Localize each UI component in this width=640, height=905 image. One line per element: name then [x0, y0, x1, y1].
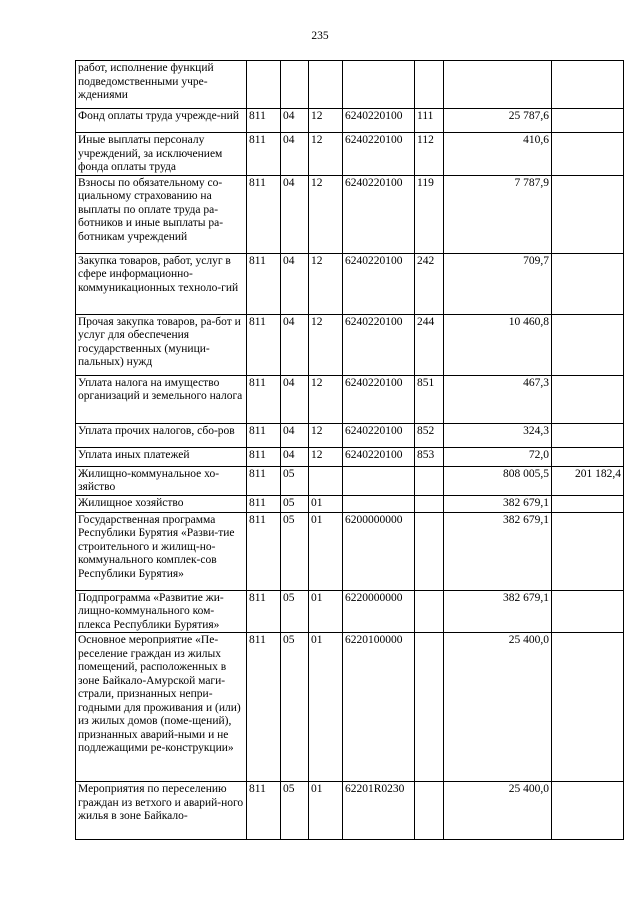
- cell-subsection: 12: [309, 447, 343, 466]
- cell-type: [415, 495, 444, 512]
- cell-sum2: [552, 109, 624, 133]
- table-row: [76, 633, 624, 782]
- cell-subsection: 12: [309, 175, 343, 253]
- table-row: [76, 466, 624, 495]
- cell-sum1: 7 787,9: [444, 175, 552, 253]
- cell-subsection: 12: [309, 133, 343, 176]
- cell-name: Мероприятия по переселению граждан из ветхого и аварий-ного жилья в зоне Байкало-: [76, 782, 247, 840]
- table-row: [76, 61, 624, 109]
- table-row: [76, 495, 624, 512]
- cell-name: Уплата иных платежей: [76, 447, 247, 466]
- cell-admin: 811: [247, 375, 281, 423]
- table-row: [76, 512, 624, 590]
- cell-name: Уплата прочих налогов, сбо-ров: [76, 423, 247, 447]
- cell-admin: 811: [247, 133, 281, 176]
- table-row: [76, 375, 624, 423]
- table-row: [76, 423, 624, 447]
- cell-type: 852: [415, 423, 444, 447]
- cell-type: [415, 512, 444, 590]
- cell-sum2: [552, 633, 624, 782]
- cell-subsection: 01: [309, 782, 343, 840]
- cell-section: 04: [281, 109, 309, 133]
- cell-target: 6200000000: [343, 512, 415, 590]
- cell-target: [343, 495, 415, 512]
- cell-sum2: [552, 175, 624, 253]
- cell-subsection: 01: [309, 512, 343, 590]
- table-row: [76, 175, 624, 253]
- table-row: [76, 133, 624, 176]
- cell-type: 244: [415, 314, 444, 375]
- cell-type: 851: [415, 375, 444, 423]
- budget-table: [75, 60, 624, 840]
- cell-sum2: [552, 782, 624, 840]
- cell-type: 853: [415, 447, 444, 466]
- cell-name: Иные выплаты персоналу учреждений, за исключением фонда оплаты труда: [76, 133, 247, 176]
- table-row: [76, 447, 624, 466]
- cell-type: [415, 590, 444, 633]
- cell-admin: 811: [247, 423, 281, 447]
- cell-type: 112: [415, 133, 444, 176]
- cell-section: 04: [281, 375, 309, 423]
- cell-subsection: 12: [309, 375, 343, 423]
- cell-admin: 811: [247, 175, 281, 253]
- cell-name: Уплата налога на имущество организаций и земельного налога: [76, 375, 247, 423]
- cell-subsection: [309, 466, 343, 495]
- cell-subsection: 12: [309, 253, 343, 314]
- cell-target: 6240220100: [343, 447, 415, 466]
- cell-section: 05: [281, 512, 309, 590]
- cell-type: [415, 466, 444, 495]
- cell-type: 242: [415, 253, 444, 314]
- cell-section: 04: [281, 447, 309, 466]
- cell-sum2: [552, 495, 624, 512]
- cell-target: [343, 61, 415, 109]
- cell-target: 6240220100: [343, 133, 415, 176]
- cell-subsection: 12: [309, 314, 343, 375]
- cell-name: Государственная программа Республики Бурятия «Разви-тие строительного и жилищ-но-коммунального комплек-сов Республики Бурятия»: [76, 512, 247, 590]
- cell-name: Жилищное хозяйство: [76, 495, 247, 512]
- table-row: [76, 253, 624, 314]
- cell-target: 6240220100: [343, 423, 415, 447]
- cell-target: 6220100000: [343, 633, 415, 782]
- cell-sum1: 382 679,1: [444, 495, 552, 512]
- cell-sum1: [444, 61, 552, 109]
- cell-type: 119: [415, 175, 444, 253]
- cell-sum1: 709,7: [444, 253, 552, 314]
- cell-admin: 811: [247, 495, 281, 512]
- cell-target: 62201R0230: [343, 782, 415, 840]
- cell-target: 6240220100: [343, 109, 415, 133]
- cell-sum2: [552, 512, 624, 590]
- cell-section: 04: [281, 314, 309, 375]
- cell-target: 6240220100: [343, 375, 415, 423]
- table-body: [76, 61, 624, 840]
- cell-admin: 811: [247, 590, 281, 633]
- page-number: 235: [311, 30, 329, 42]
- cell-target: [343, 466, 415, 495]
- cell-sum1: 10 460,8: [444, 314, 552, 375]
- cell-name: Взносы по обязательному со-циальному страхованию на выплаты по оплате труда ра-ботников и иные выплаты ра-ботникам учреждений: [76, 175, 247, 253]
- cell-target: 6220000000: [343, 590, 415, 633]
- cell-admin: [247, 61, 281, 109]
- cell-sum1: 72,0: [444, 447, 552, 466]
- cell-admin: 811: [247, 466, 281, 495]
- cell-name: Подпрограмма «Развитие жи-лищно-коммунального ком-плекса Республики Бурятия»: [76, 590, 247, 633]
- cell-name: Закупка товаров, работ, услуг в сфере информационно-коммуникационных техноло-гий: [76, 253, 247, 314]
- cell-sum2: [552, 447, 624, 466]
- cell-admin: 811: [247, 512, 281, 590]
- cell-sum1: 25 400,0: [444, 633, 552, 782]
- cell-admin: 811: [247, 109, 281, 133]
- cell-name: работ, исполнение функций подведомственными учре-ждениями: [76, 61, 247, 109]
- table-row: [76, 590, 624, 633]
- cell-section: 04: [281, 133, 309, 176]
- cell-section: 05: [281, 495, 309, 512]
- cell-target: 6240220100: [343, 253, 415, 314]
- cell-admin: 811: [247, 633, 281, 782]
- cell-section: 04: [281, 423, 309, 447]
- cell-admin: 811: [247, 447, 281, 466]
- cell-sum1: 25 400,0: [444, 782, 552, 840]
- cell-type: [415, 633, 444, 782]
- cell-admin: 811: [247, 253, 281, 314]
- cell-type: 111: [415, 109, 444, 133]
- cell-sum2: [552, 375, 624, 423]
- table-row: [76, 782, 624, 840]
- cell-sum1: 382 679,1: [444, 590, 552, 633]
- cell-subsection: 01: [309, 495, 343, 512]
- cell-subsection: 12: [309, 423, 343, 447]
- cell-sum1: 25 787,6: [444, 109, 552, 133]
- cell-sum2: [552, 423, 624, 447]
- cell-name: Жилищно-коммунальное хо-зяйство: [76, 466, 247, 495]
- cell-section: 05: [281, 590, 309, 633]
- cell-type: [415, 782, 444, 840]
- cell-section: 05: [281, 466, 309, 495]
- cell-sum2: [552, 253, 624, 314]
- cell-sum1: 808 005,5: [444, 466, 552, 495]
- cell-subsection: [309, 61, 343, 109]
- cell-admin: 811: [247, 782, 281, 840]
- cell-sum2: [552, 61, 624, 109]
- table-row: [76, 314, 624, 375]
- cell-target: 6240220100: [343, 175, 415, 253]
- cell-section: [281, 61, 309, 109]
- cell-admin: 811: [247, 314, 281, 375]
- cell-section: 04: [281, 175, 309, 253]
- cell-sum2: [552, 133, 624, 176]
- cell-name: Прочая закупка товаров, ра-бот и услуг для обеспечения государственных (муници-пальных) нужд: [76, 314, 247, 375]
- cell-section: 04: [281, 253, 309, 314]
- cell-name: Основное мероприятие «Пе-реселение граждан из жилых помещений, расположенных в зоне Байкало-Амурской маги-страли, признанных непри-годными для проживания и (или) из жилых домов (поме-щений), признанных аварий-ными и не подлежащими ре-конструкции»: [76, 633, 247, 782]
- cell-type: [415, 61, 444, 109]
- cell-subsection: 12: [309, 109, 343, 133]
- cell-sum1: 410,6: [444, 133, 552, 176]
- cell-name: Фонд оплаты труда учрежде-ний: [76, 109, 247, 133]
- cell-target: 6240220100: [343, 314, 415, 375]
- cell-sum2: 201 182,4: [552, 466, 624, 495]
- cell-sum1: 467,3: [444, 375, 552, 423]
- cell-sum2: [552, 314, 624, 375]
- cell-section: 05: [281, 633, 309, 782]
- cell-subsection: 01: [309, 590, 343, 633]
- cell-sum2: [552, 590, 624, 633]
- table-row: [76, 109, 624, 133]
- cell-sum1: 324,3: [444, 423, 552, 447]
- cell-subsection: 01: [309, 633, 343, 782]
- cell-sum1: 382 679,1: [444, 512, 552, 590]
- cell-section: 05: [281, 782, 309, 840]
